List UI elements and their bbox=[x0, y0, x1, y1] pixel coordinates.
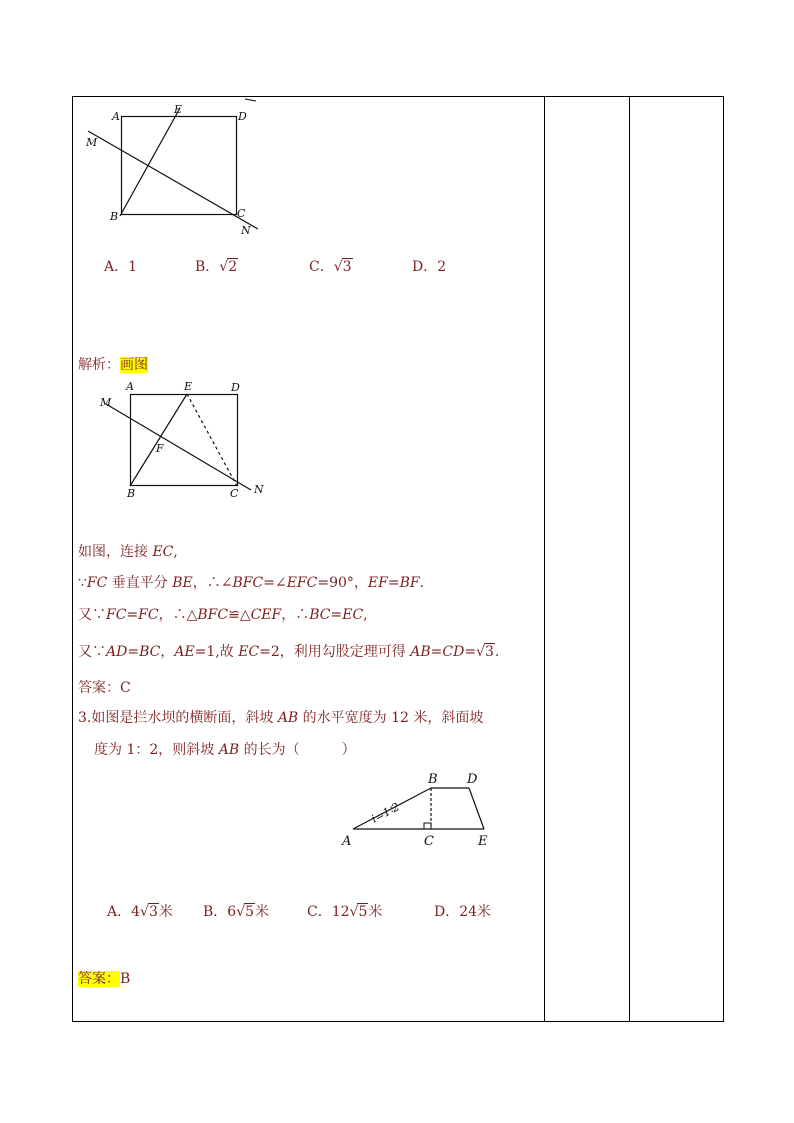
s4-d: =2，利用勾股定理可得 bbox=[259, 644, 411, 660]
s2-c: ，∴∠ bbox=[192, 575, 233, 591]
analysis-label: 解析： bbox=[78, 357, 120, 373]
q3-option-b-unit: 米 bbox=[255, 904, 270, 920]
figure3-side-de bbox=[469, 788, 484, 829]
q3-answer-value: B bbox=[120, 971, 131, 987]
q3-answer-label: 答案： bbox=[78, 971, 120, 987]
solution-line-1-end: , bbox=[173, 544, 178, 560]
figure1-line-be bbox=[120, 108, 180, 216]
solution-line-3 bbox=[78, 604, 368, 624]
option-a: A．1 bbox=[104, 259, 138, 275]
analysis-tag: 画图 bbox=[120, 357, 148, 373]
option-b-prefix: B． bbox=[195, 259, 220, 275]
question3-line-2 bbox=[94, 739, 356, 759]
option-c bbox=[309, 256, 353, 276]
s4-e: = bbox=[464, 644, 477, 660]
figure2-label-d: D bbox=[231, 381, 240, 394]
figure3-label-c: C bbox=[424, 834, 434, 849]
figure3-label-a: A bbox=[342, 834, 352, 849]
s3-fcfc: FC=FC bbox=[106, 607, 159, 623]
s4-c: =1,故 bbox=[194, 644, 239, 660]
question3-line-1 bbox=[78, 707, 483, 727]
q3-option-c-radicand: 5 bbox=[358, 904, 368, 920]
q3-option-b bbox=[203, 901, 269, 921]
s3-e: , bbox=[363, 607, 368, 623]
s4-ae: AE bbox=[174, 644, 195, 660]
s2-a: ∵ bbox=[78, 575, 87, 591]
solution-line-1-text: 如图，连接 bbox=[78, 544, 153, 560]
s4-abcd: AB=CD bbox=[410, 644, 465, 660]
figure2-line-mn bbox=[106, 404, 251, 490]
figure1-stray-mark bbox=[245, 99, 256, 101]
s2-d: =∠ bbox=[263, 575, 287, 591]
figure1-label-b: B bbox=[110, 210, 119, 223]
figure2-label-n: N bbox=[254, 483, 264, 496]
s4-radicand: 3 bbox=[484, 644, 494, 660]
s4-ec: EC bbox=[238, 644, 260, 660]
q3-option-c-unit: 米 bbox=[368, 904, 383, 920]
s2-bfc: BFC bbox=[232, 575, 264, 591]
q3-option-a-prefix: A．4 bbox=[107, 904, 141, 920]
s4-sqrt: √3 bbox=[476, 644, 494, 660]
q3-l2-a: 度为 1：2，则斜坡 bbox=[94, 742, 219, 758]
s2-b: 垂直平分 bbox=[107, 575, 173, 591]
figure3-label-b: B bbox=[428, 772, 438, 787]
q3-option-a-unit: 米 bbox=[158, 904, 173, 920]
s4-b: ， bbox=[160, 644, 175, 660]
q3-l1-ab: AB bbox=[277, 710, 299, 726]
figure2-dashed-ec bbox=[187, 394, 237, 486]
s4-a: 又∵ bbox=[78, 644, 106, 660]
figure-solution bbox=[94, 376, 274, 504]
figure3-slope-label: i=1∶2 bbox=[369, 800, 402, 826]
figure2-label-c: C bbox=[230, 487, 239, 500]
s4-adbc: AD=BC bbox=[106, 644, 161, 660]
figure2-label-a: A bbox=[126, 380, 134, 393]
s3-b: ，∴△ bbox=[158, 607, 198, 623]
figure2-label-f: F bbox=[156, 442, 164, 455]
analysis-heading bbox=[78, 354, 148, 374]
figure1-label-a: A bbox=[112, 110, 120, 123]
q3-option-c bbox=[307, 901, 382, 921]
q3-l2-ab: AB bbox=[218, 742, 240, 758]
q3-l1-b: 的水平宽度为 12 米，斜面坡 bbox=[298, 710, 484, 726]
q3-option-c-prefix: C．12 bbox=[307, 904, 350, 920]
figure3-label-d: D bbox=[467, 772, 478, 787]
s2-be: BE bbox=[172, 575, 193, 591]
option-b-radicand: 2 bbox=[228, 259, 238, 275]
figure1-label-c: C bbox=[237, 207, 246, 220]
s3-d: ，∴ bbox=[281, 607, 310, 623]
s3-c: ≌△ bbox=[228, 607, 251, 623]
figure-dam-cross-section bbox=[336, 768, 496, 852]
figure3-label-e: E bbox=[478, 834, 488, 849]
q3-option-b-prefix: B．6 bbox=[203, 904, 237, 920]
option-c-radicand: 3 bbox=[342, 259, 352, 275]
s2-efc: EFC bbox=[286, 575, 318, 591]
figure1-label-n: N bbox=[241, 224, 251, 237]
figure1-label-d: D bbox=[238, 110, 247, 123]
figure3-right-angle bbox=[424, 823, 431, 829]
figure2-label-e: E bbox=[184, 380, 193, 393]
q3-option-a-sqrt: √3 bbox=[140, 904, 158, 920]
s2-fc: FC bbox=[86, 575, 108, 591]
table-column-divider-1 bbox=[544, 96, 545, 1022]
q3-option-a bbox=[107, 901, 173, 921]
option-c-prefix: C． bbox=[309, 259, 334, 275]
option-c-sqrt: √3 bbox=[333, 259, 352, 275]
q3-answer bbox=[78, 968, 130, 988]
figure-rectangle-fold bbox=[82, 96, 272, 242]
figure1-label-e: E bbox=[174, 103, 183, 116]
q3-option-b-sqrt: √5 bbox=[236, 904, 255, 920]
figure2-line-be bbox=[130, 394, 187, 486]
q3-option-c-sqrt: √5 bbox=[349, 904, 368, 920]
option-d: D．2 bbox=[412, 259, 447, 275]
s3-bfc: BFC bbox=[197, 607, 229, 623]
q3-option-d: D．24米 bbox=[434, 904, 492, 920]
solution-line-1 bbox=[78, 541, 178, 561]
solution-answer: 答案：C bbox=[78, 680, 131, 696]
figure1-rectangle bbox=[122, 117, 237, 215]
q3-l1-a: 3.如图是拦水坝的横断面，斜坡 bbox=[78, 710, 278, 726]
q3-option-b-radicand: 5 bbox=[245, 904, 255, 920]
q3-l2-b: 的长为（ ） bbox=[239, 742, 356, 758]
q3-option-a-radicand: 3 bbox=[148, 904, 158, 920]
s3-cef: CEF bbox=[250, 607, 282, 623]
s4-f: . bbox=[494, 644, 500, 660]
s2-efbf: EF=BF bbox=[367, 575, 420, 591]
solution-line-1-math: EC bbox=[152, 544, 174, 560]
option-b-sqrt: √2 bbox=[219, 259, 238, 275]
option-b bbox=[195, 256, 238, 276]
solution-line-4 bbox=[78, 641, 499, 661]
s2-e: =90°， bbox=[317, 575, 368, 591]
figure2-label-b: B bbox=[127, 487, 136, 500]
s2-f: . bbox=[419, 575, 425, 591]
table-column-divider-2 bbox=[629, 96, 630, 1022]
solution-line-2 bbox=[78, 572, 424, 592]
figure1-label-m: M bbox=[86, 136, 98, 149]
s3-a: 又∵ bbox=[78, 607, 106, 623]
s3-bcec: BC=EC bbox=[309, 607, 364, 623]
figure2-label-m: M bbox=[100, 396, 112, 409]
